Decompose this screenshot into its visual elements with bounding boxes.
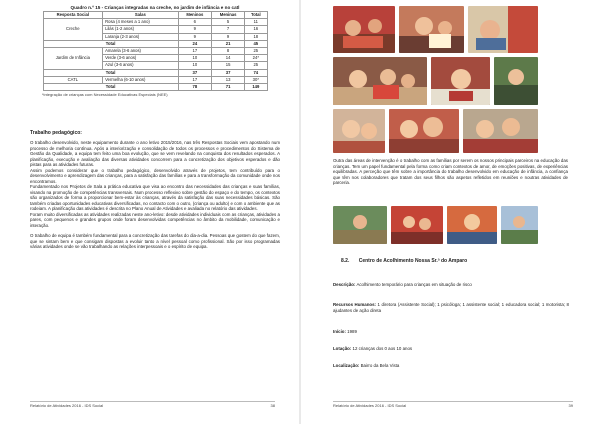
- sala-cell: Lilás (1-2 anos): [103, 26, 179, 33]
- resposta-cell: Creche: [43, 19, 103, 41]
- meninos-cell: 78: [178, 83, 211, 90]
- resposta-cell: Jardim de Infância: [43, 47, 103, 69]
- table-caption: Quadro n.º 15 - Crianças integradas na creche, no jardim de infância e no catl: [70, 5, 240, 10]
- meninas-cell: 15: [212, 62, 245, 69]
- meninos-cell: 17: [178, 47, 211, 54]
- table-total-row: [43, 40, 267, 47]
- meninas-cell: 71: [212, 83, 245, 90]
- families-paragraph: Outra das áreas de intervenção é o trabalho com as famílias por serem os nossos principais parceiros na educação das crianças. Tem um papel fundamental pela forma como criam contextos de amor, de emoções positivas, de experiências equilibradas. A perceção que têm sobre a importância do trabalho desenvolvido em educação de infância, a confiança que têm nos colaboradores que tratam dos seus filhos são aspetos refletidos em reuniões e noutras atividades de parceria.: [333, 158, 568, 185]
- total-cell: 16: [245, 26, 267, 33]
- sala-cell: Verde (3-6 anos): [103, 55, 179, 62]
- meninas-cell: 8: [212, 47, 245, 54]
- page-footer: [333, 401, 573, 408]
- meninos-cell: 37: [178, 69, 211, 76]
- photo: [333, 206, 387, 244]
- meninos-cell: 17: [178, 76, 211, 83]
- meninos-cell: 10: [178, 55, 211, 62]
- meninas-cell: 7: [212, 26, 245, 33]
- field-value: Bairro da Bela Vista: [360, 363, 400, 368]
- meninos-cell: 9: [178, 26, 211, 33]
- meninos-cell: 9: [178, 33, 211, 40]
- total-cell: 25: [245, 62, 267, 69]
- photo: [333, 57, 427, 105]
- col-meninas: Meninas: [212, 12, 245, 19]
- resposta-cell: CATL: [43, 76, 103, 83]
- photo: [431, 57, 490, 105]
- meninas-cell: 13: [212, 76, 245, 83]
- left-page: [0, 0, 299, 424]
- page-number: 38: [270, 403, 275, 408]
- body-paragraph: Fundamentado nos Projetos de Sala a prática educativa que visa ao encontro das necessidades das crianças e suas famílias, visando na promoção de competências transversais. Num processo reflexivo sobre gestão do espaço e do tempo, os contextos são organizados de forma a proporcionar bem-estar às crianças, através da satisfação das suas necessidades básicas. São também criadas oportunidades educativas diversificadas, no contacto com o outro, (criança ou adulto) e com o ambiente que as rodeiam. A planificação das atividades é descrita no Plano Anual de Atividades e avaliada no relatório das atividades.: [30, 184, 280, 211]
- field-recursos: [333, 302, 569, 313]
- total-cell: 149: [245, 83, 267, 90]
- photo: [463, 109, 538, 153]
- sala-cell: Azul (3-6 anos): [103, 62, 179, 69]
- table-block: [30, 5, 280, 97]
- page-number: 39: [568, 403, 573, 408]
- total-cell: 11: [245, 19, 267, 26]
- field-description: [333, 282, 569, 288]
- total-label: Total: [43, 40, 178, 47]
- photo: [501, 206, 538, 244]
- photo: [391, 206, 443, 244]
- children-table: [43, 11, 268, 91]
- total-cell: 18: [245, 33, 267, 40]
- total-cell: 30*: [245, 76, 267, 83]
- table-row: [43, 19, 267, 26]
- sala-cell: Vermelha (6-10 anos): [103, 76, 179, 83]
- total-cell: 25: [245, 47, 267, 54]
- sala-cell: Rosa (4 meses a 1 ano): [103, 19, 179, 26]
- sala-cell: Laranja (2-3 anos): [103, 33, 179, 40]
- field-value: 1 diretora (Assistente Social); 1 psicóloga; 1 assistente social; 1 educadora social; 1 motorista; 8 ajudantes de ação direta: [333, 302, 569, 313]
- meninas-cell: 9: [212, 33, 245, 40]
- col-total: Total: [245, 12, 267, 19]
- field-label: Lotação:: [333, 346, 352, 351]
- field-localizacao: [333, 363, 569, 369]
- col-meninos: Meninos: [178, 12, 211, 19]
- section-number: 8.2.: [341, 258, 350, 264]
- field-value: 1989: [347, 329, 357, 334]
- photo: [399, 6, 464, 53]
- table-header-row: [43, 12, 267, 19]
- section-title: Centro de Acolhimento Nossa Sr.ª do Amparo: [358, 258, 468, 264]
- table-grand-total-row: [43, 83, 267, 90]
- table-total-row: [43, 69, 267, 76]
- table-row: [43, 47, 267, 54]
- meninas-cell: 37: [212, 69, 245, 76]
- photo: [333, 6, 395, 53]
- sala-cell: Amarela (3-6 anos): [103, 47, 179, 54]
- page-footer: [30, 401, 275, 408]
- field-value: Acolhimento temporário para crianças em situação de risco: [356, 282, 472, 287]
- meninas-cell: 21: [212, 40, 245, 47]
- table-row: [43, 76, 267, 83]
- field-label: Descrição:: [333, 282, 356, 287]
- photo: [468, 6, 538, 53]
- left-body: [30, 130, 280, 250]
- meninos-cell: 6: [178, 19, 211, 26]
- total-cell: 74: [245, 69, 267, 76]
- section-heading: Trabalho pedagógico:: [30, 130, 82, 136]
- field-lotacao: [333, 346, 569, 352]
- body-paragraph: O trabalho de equipa é também fundamental para a concretização das tarefas do dia-a-dia. Pessoas que gostem do que fazem, que se sintam bem e que consigam dispostas a evoluir tanto a nível pessoal como profissional. São por isso programadas várias atividades onde se vão trabalhando as relações interpessoais e o espírito de equipa.: [30, 233, 280, 249]
- footer-text: Relatório de Atividades 2016 - IDS Social: [30, 403, 104, 408]
- right-page: [301, 0, 600, 424]
- section-heading: [341, 258, 467, 264]
- meninos-cell: 10: [178, 62, 211, 69]
- footer-text: Relatório de Atividades 2016 - IDS Social: [333, 403, 407, 408]
- total-label: Total: [43, 83, 178, 90]
- total-cell: 45: [245, 40, 267, 47]
- field-inicio: [333, 329, 569, 335]
- field-value: 12 crianças dos 0 aos 10 anos: [352, 346, 413, 351]
- field-label: Recursos Humanos:: [333, 302, 376, 307]
- total-label: Total: [43, 69, 178, 76]
- body-paragraph: Foram muito diversificadas as atividades realizadas neste ano-letivo: desde atividades individuais com as crianças, atividades a pares, com pequenos e grandes grupos onde foram desenvolvidas competências no âmbito da mobilidade, comunicação e interação.: [30, 211, 280, 228]
- field-label: Localização:: [333, 363, 360, 368]
- col-resposta: Resposta Social: [43, 12, 103, 19]
- meninas-cell: 14: [212, 55, 245, 62]
- table-note: *integração de crianças com Necessidade Educativas Especiais (NEE): [42, 92, 168, 98]
- meninas-cell: 5: [212, 19, 245, 26]
- body-paragraph: Assim podemos considerar que o trabalho pedagógico, desenvolvido através de projetos, tem contribuído para o desenvolvimento e aprendizagem das crianças, para a satisfação das famílias e para a transformação da comunidade onde nos encontramos.: [30, 167, 280, 184]
- meninos-cell: 24: [178, 40, 211, 47]
- photo: [389, 109, 459, 153]
- total-cell: 24*: [245, 55, 267, 62]
- photo: [333, 109, 385, 153]
- field-label: Início:: [333, 329, 346, 334]
- photo: [494, 57, 538, 105]
- col-salas: Salas: [103, 12, 179, 19]
- body-paragraph: O trabalho desenvolvido, neste equipamento durante o ano letivo 2015/2016, nas três Respostas Sociais vem apostando num processo de melhoria contínua. Após a interiorização e consolidação de todos os processos e procedimentos do Sistema de Gestão da Qualidade, a equipa tem feito uma boa evolução, que se vem revelando na conquista dos resultados esperados. A planificação, execução e avaliação das diversas atividades concorrem para a concretização dos objetivos esperados e dão pistas para as atividades futuras.: [30, 140, 280, 167]
- photo: [447, 206, 497, 244]
